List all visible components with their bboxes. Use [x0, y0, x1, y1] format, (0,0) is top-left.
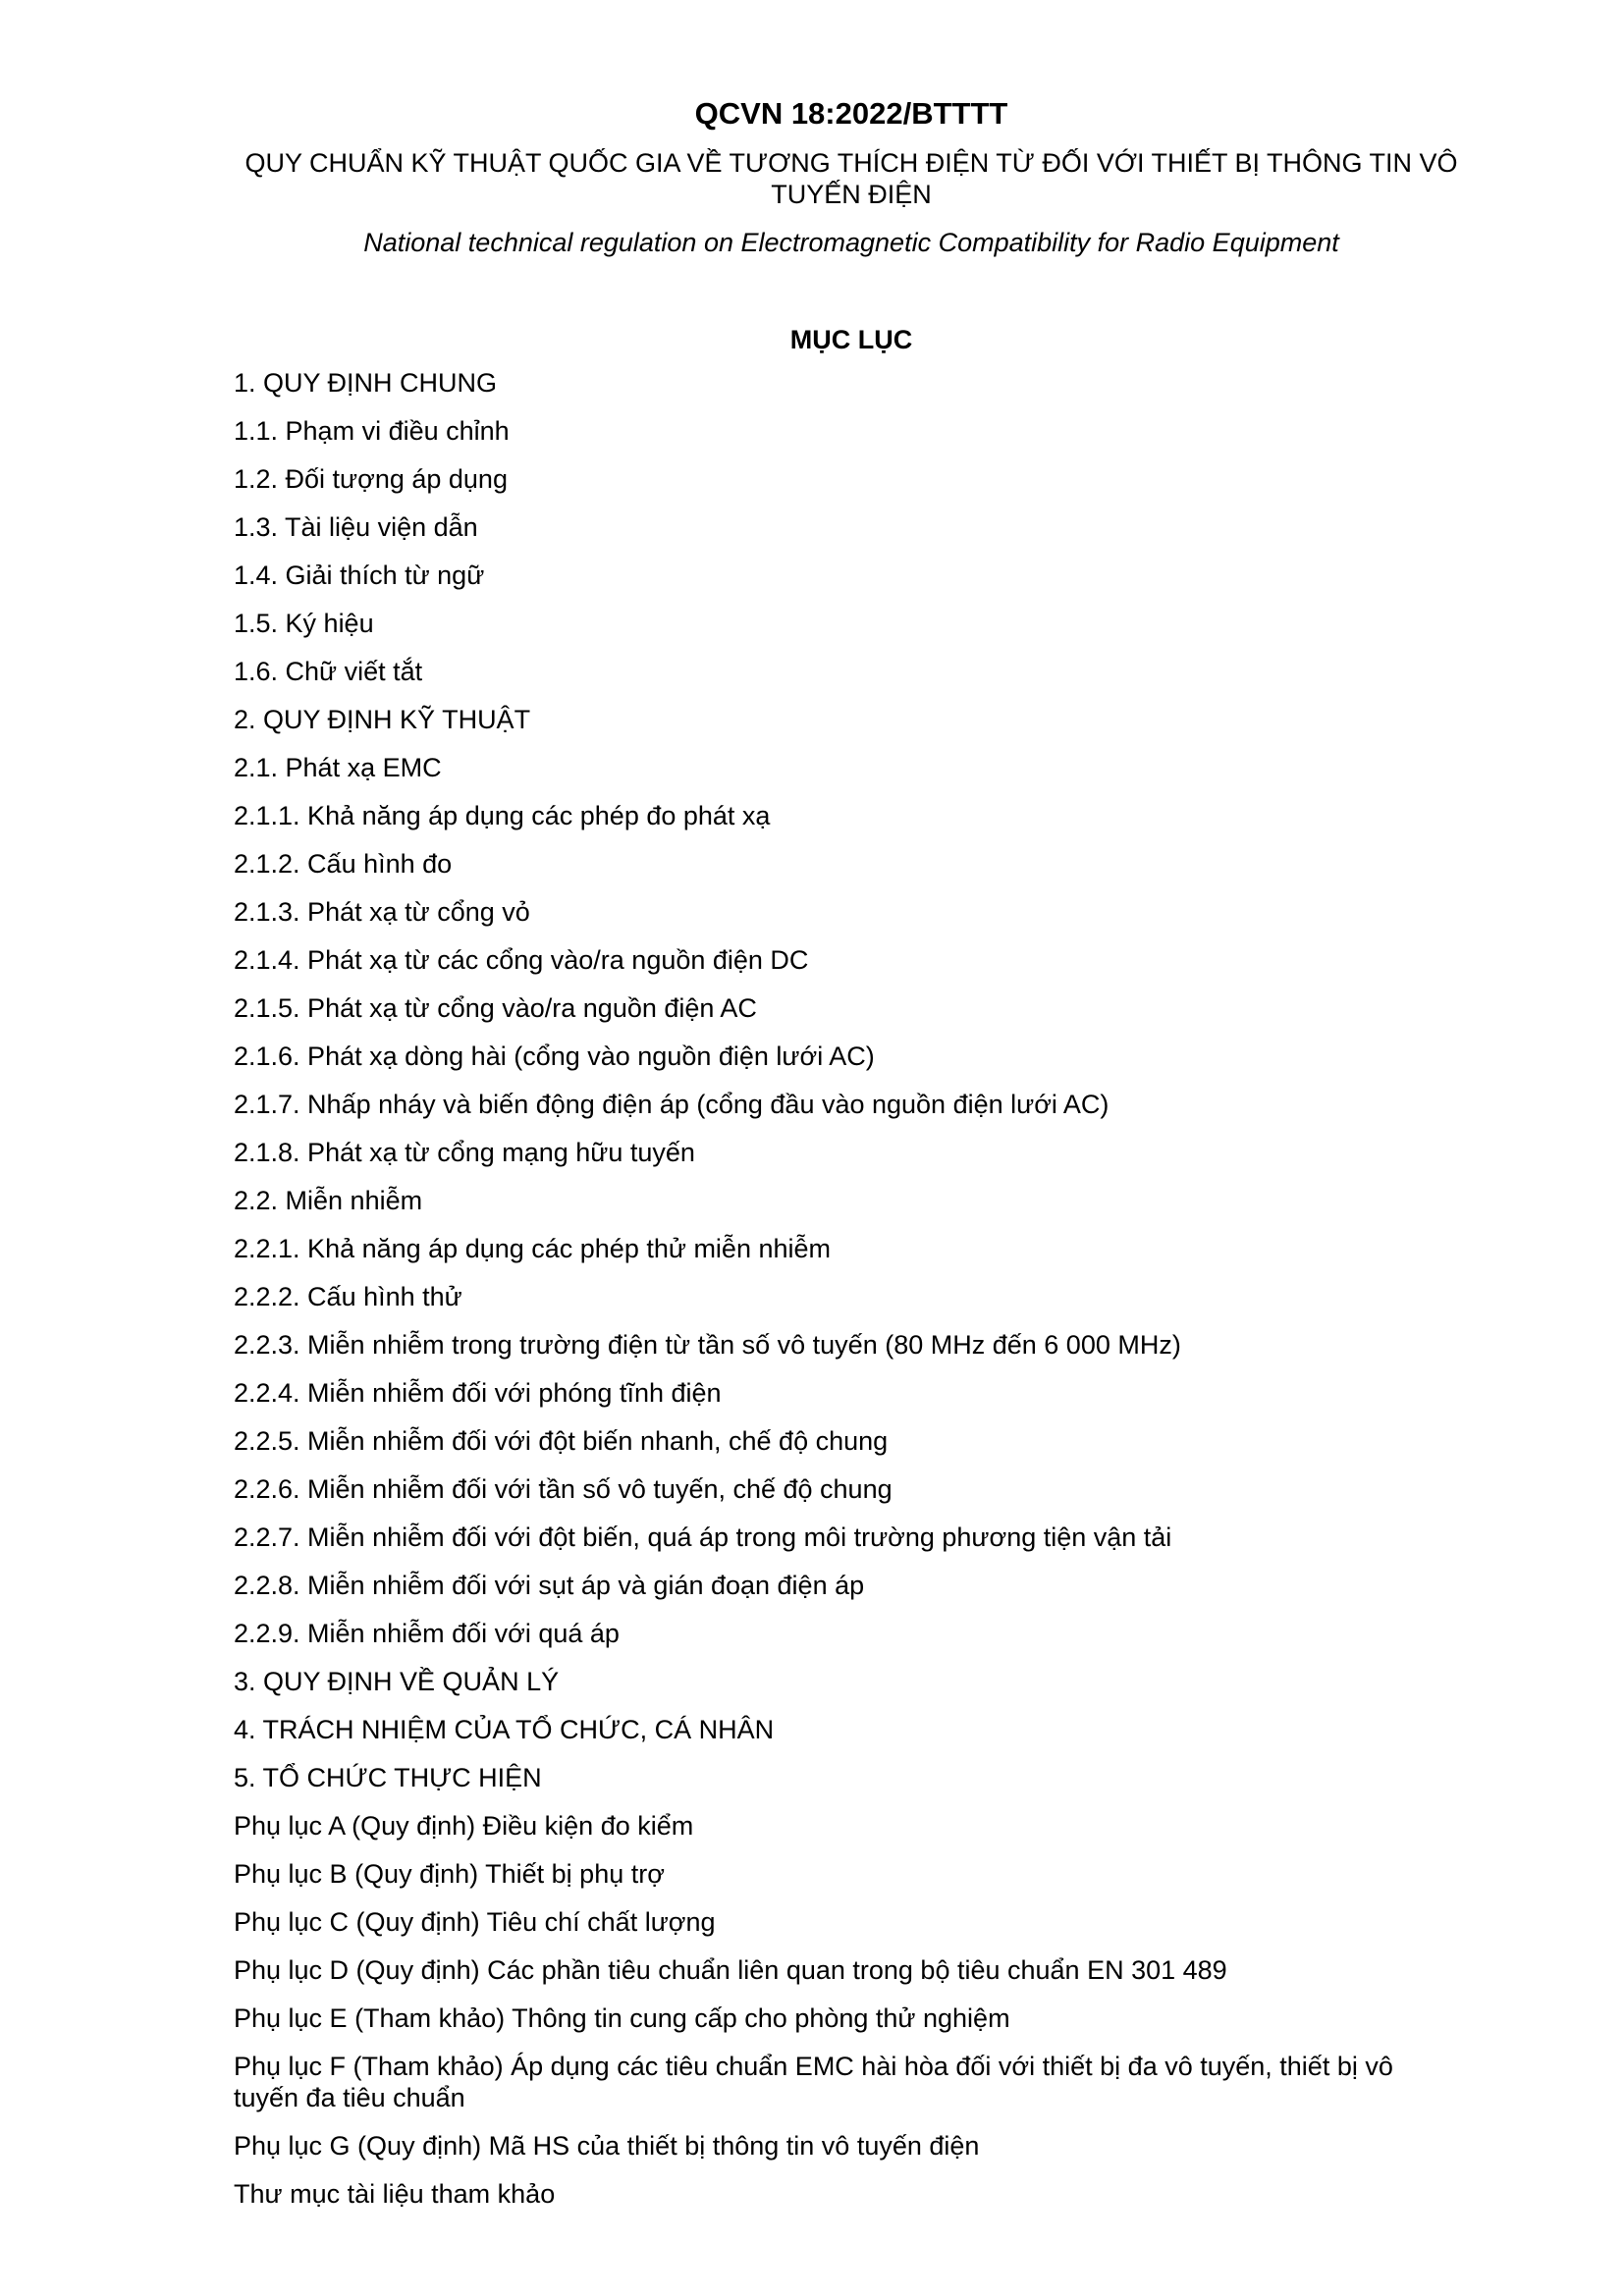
toc-item: 2.1.6. Phát xạ dòng hài (cổng vào nguồn điện lưới AC) — [234, 1041, 875, 1071]
toc-item: 2.2.3. Miễn nhiễm trong trường điện từ tần số vô tuyến (80 MHz đến 6 000 MHz) — [234, 1330, 1181, 1360]
toc-item: 4. TRÁCH NHIỆM CỦA TỔ CHỨC, CÁ NHÂN — [234, 1715, 775, 1744]
toc-item: Phụ lục C (Quy định) Tiêu chí chất lượng — [234, 1907, 716, 1937]
toc-item: 2.2.9. Miễn nhiễm đối với quá áp — [234, 1619, 620, 1648]
toc-item: 2. QUY ĐỊNH KỸ THUẬT — [234, 705, 531, 734]
toc-item: 1.6. Chữ viết tắt — [234, 657, 423, 686]
document-code: QCVN 18:2022/BTTTT — [694, 96, 1008, 131]
toc-item: 2.2.5. Miễn nhiễm đối với đột biến nhanh, chế độ chung — [234, 1426, 889, 1456]
document-title: QUY CHUẨN KỸ THUẬT QUỐC GIA VỀ TƯƠNG THÍCH ĐIỆN TỪ ĐỐI VỚI THIẾT BỊ THÔNG TIN VÔ TUYẾN ĐIỆN — [244, 148, 1458, 209]
toc-item: 2.1.1. Khả năng áp dụng các phép đo phát xạ — [234, 801, 771, 830]
toc-item: 2.1.4. Phát xạ từ các cổng vào/ra nguồn điện DC — [234, 945, 809, 975]
toc-item: 1.3. Tài liệu viện dẫn — [234, 512, 478, 542]
toc-item: 2.1.3. Phát xạ từ cổng vỏ — [234, 897, 530, 927]
toc-item: 2.2.7. Miễn nhiễm đối với đột biến, quá áp trong môi trường phương tiện vận tải — [234, 1522, 1172, 1552]
toc-item: 2.2. Miễn nhiễm — [234, 1186, 423, 1215]
toc-item: Phụ lục G (Quy định) Mã HS của thiết bị thông tin vô tuyến điện — [234, 2131, 980, 2161]
toc-item: Phụ lục A (Quy định) Điều kiện đo kiểm — [234, 1811, 694, 1841]
toc-item: 2.2.1. Khả năng áp dụng các phép thử miễn nhiễm — [234, 1234, 832, 1263]
toc-item: 1.2. Đối tượng áp dụng — [234, 464, 508, 494]
table-of-contents — [234, 367, 1451, 2226]
toc-item: 2.1.2. Cấu hình đo — [234, 849, 453, 879]
toc-item: 2.1.7. Nhấp nháy và biến động điện áp (cổng đầu vào nguồn điện lưới AC) — [234, 1090, 1110, 1119]
toc-item: Phụ lục E (Tham khảo) Thông tin cung cấp cho phòng thử nghiệm — [234, 2003, 1010, 2033]
toc-item: Phụ lục D (Quy định) Các phần tiêu chuẩn liên quan trong bộ tiêu chuẩn EN 301 489 — [234, 1955, 1227, 1985]
toc-item: 2.2.2. Cấu hình thử — [234, 1282, 462, 1311]
toc-item: 3. QUY ĐỊNH VỀ QUẢN LÝ — [234, 1667, 560, 1696]
toc-item: 1.1. Phạm vi điều chỉnh — [234, 416, 510, 446]
toc-item: 2.1.8. Phát xạ từ cổng mạng hữu tuyến — [234, 1138, 695, 1167]
toc-item: 2.2.8. Miễn nhiễm đối với sụt áp và gián đoạn điện áp — [234, 1571, 865, 1600]
toc-item: 2.2.6. Miễn nhiễm đối với tần số vô tuyến, chế độ chung — [234, 1474, 893, 1504]
toc-heading: MỤC LỤC — [789, 325, 913, 354]
toc-item: 5. TỔ CHỨC THỰC HIỆN — [234, 1763, 542, 1792]
toc-item: Phụ lục B (Quy định) Thiết bị phụ trợ — [234, 1859, 665, 1889]
toc-item: 1.5. Ký hiệu — [234, 609, 374, 638]
toc-item: Phụ lục F (Tham khảo) Áp dụng các tiêu chuẩn EMC hài hòa đối với thiết bị đa vô tuyến, thiết bị vô tuyến đa tiêu chuẩn — [234, 2052, 1393, 2112]
toc-item: 1.4. Giải thích từ ngữ — [234, 561, 485, 590]
toc-item: Thư mục tài liệu tham khảo — [234, 2179, 556, 2209]
toc-item: 2.1.5. Phát xạ từ cổng vào/ra nguồn điện AC — [234, 993, 757, 1023]
toc-item: 1. QUY ĐỊNH CHUNG — [234, 368, 498, 398]
toc-item: 2.1. Phát xạ EMC — [234, 753, 442, 782]
document-subtitle: National technical regulation on Electromagnetic Compatibility for Radio Equipment — [363, 228, 1339, 257]
toc-item: 2.2.4. Miễn nhiễm đối với phóng tĩnh điện — [234, 1378, 722, 1408]
